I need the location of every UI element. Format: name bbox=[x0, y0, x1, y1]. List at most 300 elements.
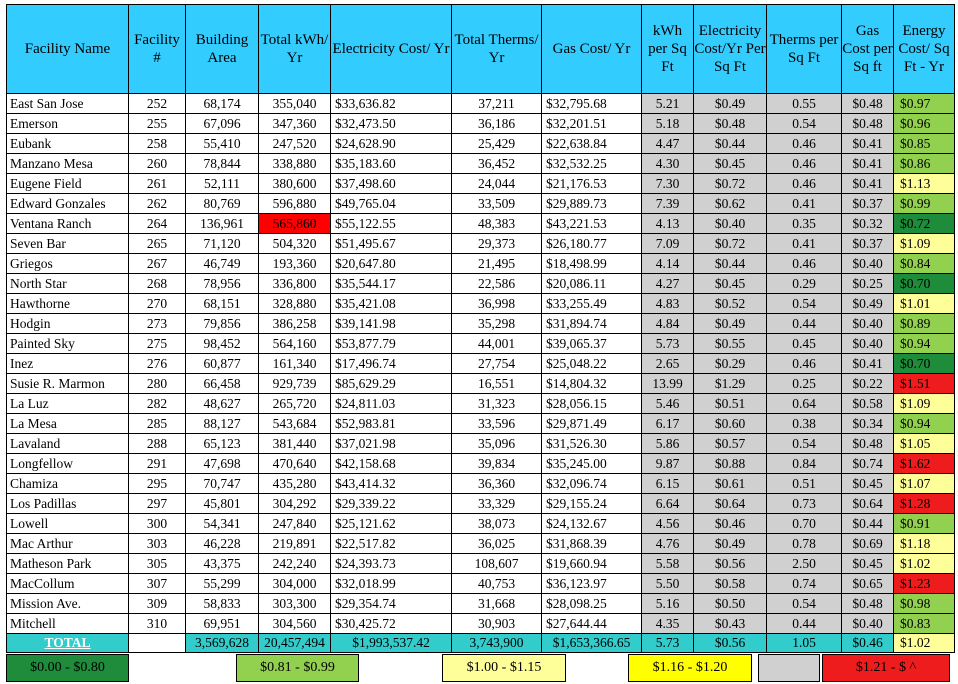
total-kwh-cell: 381,440 bbox=[259, 434, 331, 454]
table-row bbox=[7, 214, 955, 234]
total-kwh: 20,457,494 bbox=[259, 634, 331, 653]
gas-cost-per-sqft-cell: $0.44 bbox=[842, 514, 894, 534]
elec-cost-per-sqft-cell: $0.52 bbox=[694, 294, 767, 314]
kwh-per-sqft-cell: 6.64 bbox=[642, 494, 694, 514]
therms-per-sqft-cell: 0.55 bbox=[767, 94, 842, 114]
facility-name-cell: La Mesa bbox=[7, 414, 129, 434]
energy-cost-per-sqft-cell: $1.62 bbox=[894, 454, 955, 474]
table-row bbox=[7, 114, 955, 134]
building-area-cell: 54,341 bbox=[186, 514, 259, 534]
total-therms-cell: 36,025 bbox=[452, 534, 542, 554]
col-header-gas-cost: Gas Cost/ Yr bbox=[542, 5, 642, 94]
building-area-cell: 52,111 bbox=[186, 174, 259, 194]
gas-cost-per-sqft-cell: $0.40 bbox=[842, 254, 894, 274]
facility-name-cell: North Star bbox=[7, 274, 129, 294]
gas-cost-per-sqft-cell: $0.48 bbox=[842, 434, 894, 454]
gas-cost-per-sqft-cell: $0.48 bbox=[842, 94, 894, 114]
kwh-per-sqft-cell: 6.17 bbox=[642, 414, 694, 434]
table-row bbox=[7, 554, 955, 574]
table-row bbox=[7, 434, 955, 454]
therms-per-sqft-cell: 0.46 bbox=[767, 134, 842, 154]
facility-number-cell: 282 bbox=[129, 394, 186, 414]
electricity-cost-cell: $37,498.60 bbox=[331, 174, 452, 194]
col-header-facility-name: Facility Name bbox=[7, 5, 129, 94]
energy-cost-per-sqft-cell: $1.02 bbox=[894, 554, 955, 574]
col-header-gas-cost-per-sqft: Gas Cost per Sq ft bbox=[842, 5, 894, 94]
gas-cost-per-sqft-cell: $0.48 bbox=[842, 114, 894, 134]
therms-per-sqft-cell: 0.54 bbox=[767, 434, 842, 454]
building-area-cell: 65,123 bbox=[186, 434, 259, 454]
energy-cost-per-sqft-cell: $0.97 bbox=[894, 94, 955, 114]
table-row bbox=[7, 574, 955, 594]
total-kwh-cell: 435,280 bbox=[259, 474, 331, 494]
energy-cost-per-sqft-cell: $0.70 bbox=[894, 354, 955, 374]
elec-cost-per-sqft-cell: $0.58 bbox=[694, 574, 767, 594]
kwh-per-sqft-cell: 5.50 bbox=[642, 574, 694, 594]
elec-cost-per-sqft-cell: $1.29 bbox=[694, 374, 767, 394]
elec-cost-per-sqft-cell: $0.51 bbox=[694, 394, 767, 414]
facility-number-cell: 276 bbox=[129, 354, 186, 374]
total-kwh-cell: 386,258 bbox=[259, 314, 331, 334]
gas-cost-per-sqft-cell: $0.22 bbox=[842, 374, 894, 394]
therms-per-sqft-cell: 0.46 bbox=[767, 154, 842, 174]
gas-cost-cell: $28,056.15 bbox=[542, 394, 642, 414]
gas-cost-cell: $39,065.37 bbox=[542, 334, 642, 354]
therms-per-sqft-cell: 0.38 bbox=[767, 414, 842, 434]
table-row bbox=[7, 154, 955, 174]
total-therms-cell: 36,998 bbox=[452, 294, 542, 314]
total-therms-cell: 22,586 bbox=[452, 274, 542, 294]
gas-cost-per-sqft-cell: $0.45 bbox=[842, 554, 894, 574]
gas-cost-per-sqft-cell: $0.41 bbox=[842, 154, 894, 174]
total-kwh-cell: 247,520 bbox=[259, 134, 331, 154]
building-area-cell: 68,151 bbox=[186, 294, 259, 314]
total-gas-cost: $1,653,366.65 bbox=[542, 634, 642, 653]
electricity-cost-cell: $49,765.04 bbox=[331, 194, 452, 214]
facility-name-cell: Lowell bbox=[7, 514, 129, 534]
gas-cost-per-sqft-cell: $0.37 bbox=[842, 234, 894, 254]
table-row bbox=[7, 614, 955, 634]
total-gas-cost-per-sqft: $0.46 bbox=[842, 634, 894, 653]
elec-cost-per-sqft-cell: $0.43 bbox=[694, 614, 767, 634]
facility-name-cell: Lavaland bbox=[7, 434, 129, 454]
gas-cost-per-sqft-cell: $0.49 bbox=[842, 294, 894, 314]
total-therms-cell: 48,383 bbox=[452, 214, 542, 234]
total-therms-cell: 37,211 bbox=[452, 94, 542, 114]
table-row bbox=[7, 274, 955, 294]
kwh-per-sqft-cell: 5.73 bbox=[642, 334, 694, 354]
total-therms-cell: 108,607 bbox=[452, 554, 542, 574]
building-area-cell: 58,833 bbox=[186, 594, 259, 614]
kwh-per-sqft-cell: 4.83 bbox=[642, 294, 694, 314]
building-area-cell: 67,096 bbox=[186, 114, 259, 134]
therms-per-sqft-cell: 0.54 bbox=[767, 114, 842, 134]
elec-cost-per-sqft-cell: $0.49 bbox=[694, 314, 767, 334]
energy-cost-per-sqft-cell: $1.01 bbox=[894, 294, 955, 314]
total-kwh-cell: 304,000 bbox=[259, 574, 331, 594]
building-area-cell: 79,856 bbox=[186, 314, 259, 334]
facility-name-cell: Griegos bbox=[7, 254, 129, 274]
gas-cost-cell: $29,889.73 bbox=[542, 194, 642, 214]
energy-cost-per-sqft-cell: $0.94 bbox=[894, 334, 955, 354]
electricity-cost-cell: $35,421.08 bbox=[331, 294, 452, 314]
elec-cost-per-sqft-cell: $0.44 bbox=[694, 254, 767, 274]
building-area-cell: 80,769 bbox=[186, 194, 259, 214]
col-header-kwh-per-sqft: kWh per Sq Ft bbox=[642, 5, 694, 94]
facility-number-cell: 303 bbox=[129, 534, 186, 554]
table-row bbox=[7, 414, 955, 434]
kwh-per-sqft-cell: 4.76 bbox=[642, 534, 694, 554]
facility-name-cell: Inez bbox=[7, 354, 129, 374]
facility-number-cell: 268 bbox=[129, 274, 186, 294]
total-kwh-cell: 565,860 bbox=[259, 214, 331, 234]
total-kwh-cell: 304,292 bbox=[259, 494, 331, 514]
kwh-per-sqft-cell: 2.65 bbox=[642, 354, 694, 374]
energy-cost-per-sqft-cell: $0.72 bbox=[894, 214, 955, 234]
therms-per-sqft-cell: 0.46 bbox=[767, 354, 842, 374]
kwh-per-sqft-cell: 4.84 bbox=[642, 314, 694, 334]
energy-cost-per-sqft-cell: $1.23 bbox=[894, 574, 955, 594]
gas-cost-cell: $32,201.51 bbox=[542, 114, 642, 134]
total-kwh-cell: 242,240 bbox=[259, 554, 331, 574]
energy-cost-per-sqft-cell: $0.85 bbox=[894, 134, 955, 154]
building-area-cell: 68,174 bbox=[186, 94, 259, 114]
total-therms-cell: 38,073 bbox=[452, 514, 542, 534]
energy-cost-per-sqft-cell: $0.86 bbox=[894, 154, 955, 174]
gas-cost-per-sqft-cell: $0.40 bbox=[842, 314, 894, 334]
kwh-per-sqft-cell: 4.14 bbox=[642, 254, 694, 274]
building-area-cell: 48,627 bbox=[186, 394, 259, 414]
facility-name-cell: Hawthorne bbox=[7, 294, 129, 314]
therms-per-sqft-cell: 0.44 bbox=[767, 314, 842, 334]
gas-cost-cell: $18,498.99 bbox=[542, 254, 642, 274]
table-row bbox=[7, 534, 955, 554]
kwh-per-sqft-cell: 4.56 bbox=[642, 514, 694, 534]
electricity-cost-cell: $22,517.82 bbox=[331, 534, 452, 554]
building-area-cell: 60,877 bbox=[186, 354, 259, 374]
building-area-cell: 46,749 bbox=[186, 254, 259, 274]
table-body bbox=[7, 94, 955, 634]
electricity-cost-cell: $32,473.50 bbox=[331, 114, 452, 134]
facility-number-cell: 307 bbox=[129, 574, 186, 594]
elec-cost-per-sqft-cell: $0.50 bbox=[694, 594, 767, 614]
facility-name-cell: Emerson bbox=[7, 114, 129, 134]
kwh-per-sqft-cell: 7.09 bbox=[642, 234, 694, 254]
facility-number-cell: 309 bbox=[129, 594, 186, 614]
gas-cost-per-sqft-cell: $0.58 bbox=[842, 394, 894, 414]
facility-number-cell: 273 bbox=[129, 314, 186, 334]
building-area-cell: 78,956 bbox=[186, 274, 259, 294]
building-area-cell: 66,458 bbox=[186, 374, 259, 394]
total-row bbox=[7, 634, 955, 653]
elec-cost-per-sqft-cell: $0.46 bbox=[694, 514, 767, 534]
energy-cost-per-sqft-cell: $0.84 bbox=[894, 254, 955, 274]
elec-cost-per-sqft-cell: $0.49 bbox=[694, 534, 767, 554]
gas-cost-per-sqft-cell: $0.74 bbox=[842, 454, 894, 474]
table-row bbox=[7, 94, 955, 114]
elec-cost-per-sqft-cell: $0.72 bbox=[694, 174, 767, 194]
total-kwh-cell: 193,360 bbox=[259, 254, 331, 274]
facility-number-cell: 252 bbox=[129, 94, 186, 114]
table-row bbox=[7, 354, 955, 374]
energy-cost-per-sqft-cell: $0.89 bbox=[894, 314, 955, 334]
col-header-total-therms: Total Therms/ Yr bbox=[452, 5, 542, 94]
table-row bbox=[7, 394, 955, 414]
elec-cost-per-sqft-cell: $0.60 bbox=[694, 414, 767, 434]
facility-number-cell: 297 bbox=[129, 494, 186, 514]
total-kwh-cell: 336,800 bbox=[259, 274, 331, 294]
kwh-per-sqft-cell: 4.13 bbox=[642, 214, 694, 234]
table-row bbox=[7, 514, 955, 534]
col-header-energy-cost-per-sqft: Energy Cost/ Sq Ft - Yr bbox=[894, 5, 955, 94]
total-therms-cell: 31,668 bbox=[452, 594, 542, 614]
gas-cost-per-sqft-cell: $0.41 bbox=[842, 174, 894, 194]
gas-cost-per-sqft-cell: $0.65 bbox=[842, 574, 894, 594]
therms-per-sqft-cell: 0.46 bbox=[767, 174, 842, 194]
facility-number-cell: 291 bbox=[129, 454, 186, 474]
col-header-total-kwh: Total kWh/ Yr bbox=[259, 5, 331, 94]
gas-cost-cell: $26,180.77 bbox=[542, 234, 642, 254]
gas-cost-cell: $32,096.74 bbox=[542, 474, 642, 494]
electricity-cost-cell: $55,122.55 bbox=[331, 214, 452, 234]
electricity-cost-cell: $24,811.03 bbox=[331, 394, 452, 414]
elec-cost-per-sqft-cell: $0.64 bbox=[694, 494, 767, 514]
energy-cost-per-sqft-cell: $0.83 bbox=[894, 614, 955, 634]
facility-name-cell: Ventana Ranch bbox=[7, 214, 129, 234]
facility-number-cell: 295 bbox=[129, 474, 186, 494]
legend-swatch-dark-green: $0.00 - $0.80 bbox=[6, 654, 129, 682]
building-area-cell: 70,747 bbox=[186, 474, 259, 494]
therms-per-sqft-cell: 0.64 bbox=[767, 394, 842, 414]
elec-cost-per-sqft-cell: $0.44 bbox=[694, 134, 767, 154]
building-area-cell: 55,410 bbox=[186, 134, 259, 154]
total-therms-cell: 39,834 bbox=[452, 454, 542, 474]
facility-number-cell: 300 bbox=[129, 514, 186, 534]
total-therms-cell: 35,096 bbox=[452, 434, 542, 454]
total-therms-cell: 36,360 bbox=[452, 474, 542, 494]
therms-per-sqft-cell: 0.29 bbox=[767, 274, 842, 294]
gas-cost-cell: $25,048.22 bbox=[542, 354, 642, 374]
energy-cost-per-sqft-cell: $1.05 bbox=[894, 434, 955, 454]
total-kwh-cell: 504,320 bbox=[259, 234, 331, 254]
facility-name-cell: Seven Bar bbox=[7, 234, 129, 254]
energy-cost-per-sqft-cell: $1.13 bbox=[894, 174, 955, 194]
gas-cost-cell: $28,098.25 bbox=[542, 594, 642, 614]
therms-per-sqft-cell: 2.50 bbox=[767, 554, 842, 574]
gas-cost-cell: $36,123.97 bbox=[542, 574, 642, 594]
gas-cost-per-sqft-cell: $0.48 bbox=[842, 594, 894, 614]
facility-name-cell: Mac Arthur bbox=[7, 534, 129, 554]
total-therms-cell: 40,753 bbox=[452, 574, 542, 594]
table-row bbox=[7, 374, 955, 394]
total-therms-cell: 35,298 bbox=[452, 314, 542, 334]
kwh-per-sqft-cell: 9.87 bbox=[642, 454, 694, 474]
electricity-cost-cell: $17,496.74 bbox=[331, 354, 452, 374]
table-row bbox=[7, 494, 955, 514]
total-kwh-cell: 265,720 bbox=[259, 394, 331, 414]
gas-cost-per-sqft-cell: $0.45 bbox=[842, 474, 894, 494]
total-kwh-cell: 355,040 bbox=[259, 94, 331, 114]
elec-cost-per-sqft-cell: $0.40 bbox=[694, 214, 767, 234]
gas-cost-cell: $14,804.32 bbox=[542, 374, 642, 394]
total-blank-cell bbox=[129, 634, 186, 653]
gas-cost-cell: $24,132.67 bbox=[542, 514, 642, 534]
gas-cost-cell: $32,795.68 bbox=[542, 94, 642, 114]
gas-cost-cell: $31,526.30 bbox=[542, 434, 642, 454]
facility-number-cell: 288 bbox=[129, 434, 186, 454]
legend-swatch-green: $0.81 - $0.99 bbox=[236, 654, 359, 682]
gas-cost-cell: $32,532.25 bbox=[542, 154, 642, 174]
total-kwh-cell: 161,340 bbox=[259, 354, 331, 374]
electricity-cost-cell: $51,495.67 bbox=[331, 234, 452, 254]
elec-cost-per-sqft-cell: $0.62 bbox=[694, 194, 767, 214]
total-kwh-cell: 303,300 bbox=[259, 594, 331, 614]
elec-cost-per-sqft-cell: $0.72 bbox=[694, 234, 767, 254]
kwh-per-sqft-cell: 5.46 bbox=[642, 394, 694, 414]
energy-cost-per-sqft-cell: $1.09 bbox=[894, 394, 955, 414]
building-area-cell: 69,951 bbox=[186, 614, 259, 634]
kwh-per-sqft-cell: 5.16 bbox=[642, 594, 694, 614]
total-electricity-cost: $1,993,537.42 bbox=[331, 634, 452, 653]
facility-number-cell: 258 bbox=[129, 134, 186, 154]
total-kwh-cell: 304,560 bbox=[259, 614, 331, 634]
total-energy-cost-per-sqft: $1.02 bbox=[894, 634, 955, 653]
therms-per-sqft-cell: 0.84 bbox=[767, 454, 842, 474]
building-area-cell: 43,375 bbox=[186, 554, 259, 574]
gas-cost-cell: $21,176.53 bbox=[542, 174, 642, 194]
table-row bbox=[7, 174, 955, 194]
facility-name-cell: Mission Ave. bbox=[7, 594, 129, 614]
electricity-cost-cell: $35,544.17 bbox=[331, 274, 452, 294]
facility-number-cell: 261 bbox=[129, 174, 186, 194]
elec-cost-per-sqft-cell: $0.49 bbox=[694, 94, 767, 114]
total-kwh-cell: 543,684 bbox=[259, 414, 331, 434]
table-row bbox=[7, 314, 955, 334]
therms-per-sqft-cell: 0.70 bbox=[767, 514, 842, 534]
facility-name-cell: Matheson Park bbox=[7, 554, 129, 574]
facility-name-cell: Longfellow bbox=[7, 454, 129, 474]
electricity-cost-cell: $24,628.90 bbox=[331, 134, 452, 154]
therms-per-sqft-cell: 0.78 bbox=[767, 534, 842, 554]
gas-cost-per-sqft-cell: $0.41 bbox=[842, 134, 894, 154]
therms-per-sqft-cell: 0.35 bbox=[767, 214, 842, 234]
gas-cost-per-sqft-cell: $0.64 bbox=[842, 494, 894, 514]
elec-cost-per-sqft-cell: $0.55 bbox=[694, 334, 767, 354]
total-kwh-cell: 219,891 bbox=[259, 534, 331, 554]
facility-name-cell: Chamiza bbox=[7, 474, 129, 494]
total-kwh-cell: 347,360 bbox=[259, 114, 331, 134]
therms-per-sqft-cell: 0.74 bbox=[767, 574, 842, 594]
total-kwh-cell: 328,880 bbox=[259, 294, 331, 314]
table-row bbox=[7, 194, 955, 214]
facility-name-cell: Los Padillas bbox=[7, 494, 129, 514]
electricity-cost-cell: $29,354.74 bbox=[331, 594, 452, 614]
legend-swatch-light-yellow: $1.00 - $1.15 bbox=[442, 654, 566, 682]
energy-cost-per-sqft-cell: $0.99 bbox=[894, 194, 955, 214]
electricity-cost-cell: $32,018.99 bbox=[331, 574, 452, 594]
energy-cost-per-sqft-cell: $1.28 bbox=[894, 494, 955, 514]
electricity-cost-cell: $52,983.81 bbox=[331, 414, 452, 434]
col-header-building-area: Building Area bbox=[186, 5, 259, 94]
energy-cost-per-sqft-cell: $0.91 bbox=[894, 514, 955, 534]
building-area-cell: 136,961 bbox=[186, 214, 259, 234]
total-therms-cell: 33,596 bbox=[452, 414, 542, 434]
electricity-cost-cell: $20,647.80 bbox=[331, 254, 452, 274]
table-row bbox=[7, 334, 955, 354]
energy-cost-per-sqft-cell: $1.07 bbox=[894, 474, 955, 494]
total-therms-cell: 30,903 bbox=[452, 614, 542, 634]
electricity-cost-cell: $85,629.29 bbox=[331, 374, 452, 394]
gas-cost-cell: $19,660.94 bbox=[542, 554, 642, 574]
kwh-per-sqft-cell: 5.58 bbox=[642, 554, 694, 574]
total-therms-cell: 16,551 bbox=[452, 374, 542, 394]
electricity-cost-cell: $53,877.79 bbox=[331, 334, 452, 354]
total-therms-cell: 25,429 bbox=[452, 134, 542, 154]
gas-cost-cell: $27,644.44 bbox=[542, 614, 642, 634]
facility-name-cell: Edward Gonzales bbox=[7, 194, 129, 214]
total-kwh-per-sqft: 5.73 bbox=[642, 634, 694, 653]
kwh-per-sqft-cell: 13.99 bbox=[642, 374, 694, 394]
total-kwh-cell: 380,600 bbox=[259, 174, 331, 194]
energy-cost-per-sqft-cell: $0.98 bbox=[894, 594, 955, 614]
kwh-per-sqft-cell: 6.15 bbox=[642, 474, 694, 494]
total-therms-cell: 24,044 bbox=[452, 174, 542, 194]
facility-name-cell: Mitchell bbox=[7, 614, 129, 634]
total-therms-cell: 29,373 bbox=[452, 234, 542, 254]
energy-cost-per-sqft-cell: $1.09 bbox=[894, 234, 955, 254]
therms-per-sqft-cell: 0.41 bbox=[767, 194, 842, 214]
energy-cost-per-sqft-cell: $1.51 bbox=[894, 374, 955, 394]
gas-cost-per-sqft-cell: $0.41 bbox=[842, 354, 894, 374]
total-therms-cell: 33,509 bbox=[452, 194, 542, 214]
energy-cost-per-sqft-cell: $0.96 bbox=[894, 114, 955, 134]
building-area-cell: 78,844 bbox=[186, 154, 259, 174]
gas-cost-cell: $33,255.49 bbox=[542, 294, 642, 314]
total-label: TOTAL bbox=[7, 634, 129, 653]
electricity-cost-cell: $43,414.32 bbox=[331, 474, 452, 494]
therms-per-sqft-cell: 0.54 bbox=[767, 594, 842, 614]
total-therms-cell: 31,323 bbox=[452, 394, 542, 414]
facility-name-cell: Eugene Field bbox=[7, 174, 129, 194]
building-area-cell: 45,801 bbox=[186, 494, 259, 514]
gas-cost-cell: $43,221.53 bbox=[542, 214, 642, 234]
therms-per-sqft-cell: 0.46 bbox=[767, 254, 842, 274]
gas-cost-cell: $35,245.00 bbox=[542, 454, 642, 474]
table-row bbox=[7, 254, 955, 274]
therms-per-sqft-cell: 0.73 bbox=[767, 494, 842, 514]
electricity-cost-cell: $37,021.98 bbox=[331, 434, 452, 454]
gas-cost-per-sqft-cell: $0.32 bbox=[842, 214, 894, 234]
facility-number-cell: 255 bbox=[129, 114, 186, 134]
gas-cost-per-sqft-cell: $0.34 bbox=[842, 414, 894, 434]
gas-cost-cell: $20,086.11 bbox=[542, 274, 642, 294]
legend-swatch-gray bbox=[758, 654, 820, 682]
therms-per-sqft-cell: 0.51 bbox=[767, 474, 842, 494]
building-area-cell: 47,698 bbox=[186, 454, 259, 474]
total-kwh-cell: 564,160 bbox=[259, 334, 331, 354]
elec-cost-per-sqft-cell: $0.45 bbox=[694, 274, 767, 294]
table-row bbox=[7, 454, 955, 474]
electricity-cost-cell: $33,636.82 bbox=[331, 94, 452, 114]
col-header-elec-cost-per-sqft: Electricity Cost/Yr Per Sq Ft bbox=[694, 5, 767, 94]
facility-number-cell: 260 bbox=[129, 154, 186, 174]
total-therms-cell: 33,329 bbox=[452, 494, 542, 514]
col-header-facility-number: Facility # bbox=[129, 5, 186, 94]
electricity-cost-cell: $29,339.22 bbox=[331, 494, 452, 514]
table-row bbox=[7, 234, 955, 254]
electricity-cost-cell: $42,158.68 bbox=[331, 454, 452, 474]
elec-cost-per-sqft-cell: $0.88 bbox=[694, 454, 767, 474]
